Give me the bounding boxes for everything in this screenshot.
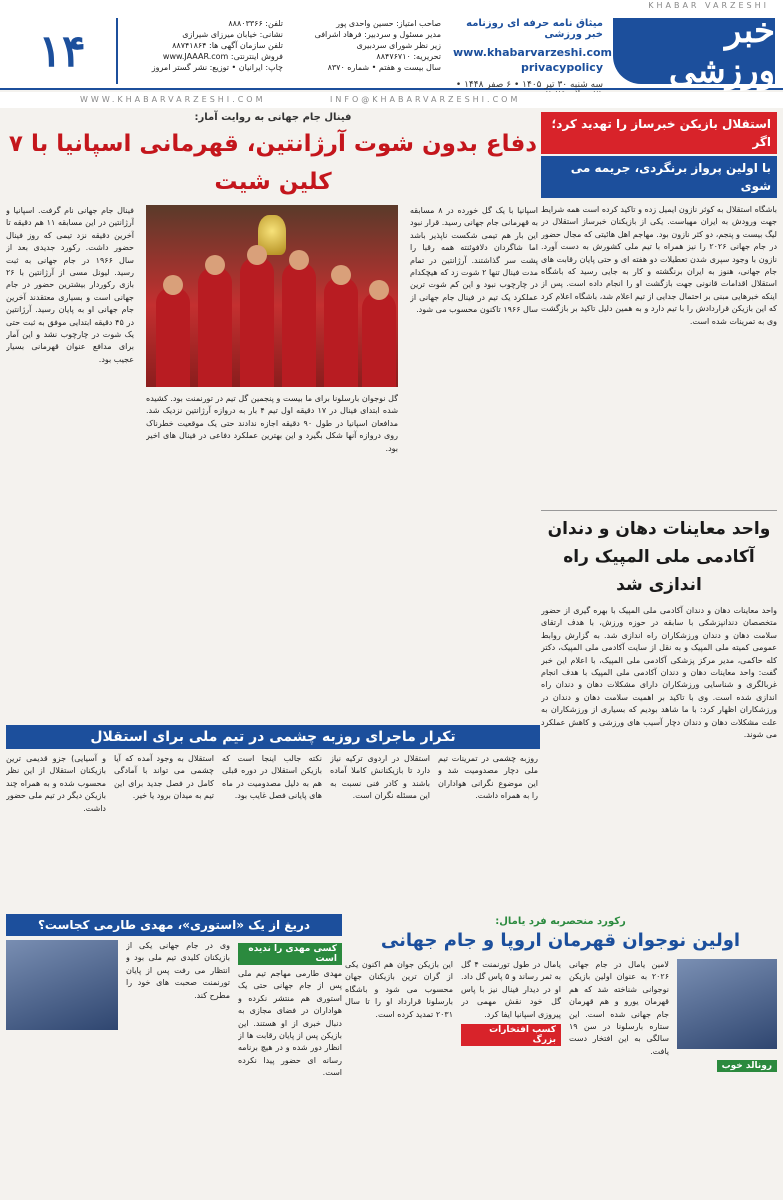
right-column	[541, 112, 777, 905]
email-address[interactable]: INFO@KHABARVARZESHI.COM	[330, 95, 521, 104]
taremi-columns	[6, 940, 342, 1190]
yamal-col-1	[677, 959, 777, 1200]
esteghlal-headline-2[interactable]: با اولین پرواز برنگردی، جریمه می شوی	[541, 156, 777, 198]
top-strip-text: KHABAR VARZESHI	[648, 1, 769, 10]
player-head	[247, 245, 267, 265]
info-line: فروش اینترنتی: www.JAAAR.com	[162, 52, 283, 61]
masthead-slogan	[453, 18, 613, 100]
yamal-col-2: لامین یامال در جام جهانی ۲۰۲۶ به عنوان اولین بازیکن نوجوانی شناخته شد که هم قهرمان یورو و هم قهرمان جام جهانی شده است. این ستاره بارسلونا در سن ۱۹ سالگی به این افتخار دست یافت.	[569, 960, 669, 1056]
taremi-col-1	[238, 940, 342, 1190]
chashmi-col-2: استقلال به وجود آمده که آیا چشمی می تواند با آمادگی کامل در فصل جدید برای این تیم به میدان برود یا خیر.	[114, 754, 214, 801]
yamal-subhead-2: کسب افتخارات بزرگ	[461, 1024, 561, 1046]
player-figure	[198, 267, 232, 387]
main-feature	[6, 112, 540, 760]
policy-link[interactable]: privacypolicy	[520, 61, 603, 74]
dental-headline[interactable]: واحد معاینات دهان و دندان آکادمی ملی المپیک راه اندازی شد	[541, 510, 777, 599]
site-url[interactable]: WWW.KHABARVARZESHI.COM	[80, 95, 266, 104]
taremi-col-3	[6, 940, 118, 1190]
chashmi-col-3: نکته جالب اینجا است که بازیکن استقلال در دوره قبلی هم به دلیل مصدومیت در ماه های پایانی فصل غایب بود.	[222, 754, 322, 801]
feature-columns	[6, 205, 540, 760]
player-figure	[240, 257, 274, 387]
player-figure	[362, 292, 396, 387]
chashmi-col-4: استقلال در اردوی ترکیه نیاز دارد تا بازیکنانش کاملا آماده باشند و کادر فنی نسبت به این مسئله نگران است.	[330, 754, 430, 801]
masthead-info-1	[291, 18, 441, 73]
yamal-columns	[344, 959, 777, 1200]
feature-col-under-photo: گل نوجوان بارسلونا برای ما بیست و پنجمین گل تیم در تورنمنت بود. کشیده شده ابتدای فینال در ۱۷ دقیقه اول تیم ۴ بار به دروازه آرژانتین نزدیک شد. مدافعان اسپانیا در طول ۹۰ دقیقه اجازه ندادند حتی یک موقعیت خطرناک روی دروازه آنها شکل بگیرد و این بهترین عملکرد دفاعی در فینال های اخیر بود.	[146, 394, 398, 453]
yamal-body-2: یامال در طول تورنمنت ۴ گل به ثمر رساند و ۵ پاس گل داد. او در دیدار فینال نیز با پاس گل خود نقش مهمی در پیروزی اسپانیا ایفا کرد.	[461, 960, 561, 1019]
info-line: تلفن سازمان آگهی ها: ۸۸۷۴۱۸۶۴	[172, 41, 283, 50]
info-line: نشانی: خیابان میرزای شیرازی	[182, 30, 283, 39]
issue-number: ۱۴	[8, 18, 118, 84]
feature-col-1: فینال جام جهانی نام گرفت. اسپانیا و آرژانتین در این مسابقه ۱۱ هم دقیقه تا آخرین دقیقه نزد تیمی که روز فینال حضور داشت. رکورد جدیدی بعد از سال ۱۹۶۶ در جام جهانی به ثبت رسید. لیونل مسی از آرژانتین با ۲۶ بازی رکوردار بیشترین حضور در جام جهانی است و بسیاری معتقدند آخرین جام جهانی او به پایان رسید. آرژانتین در ۴۵ دقیقه ابتدایی موفق به ثبت حتی یک شوت در چارچوب نشد و این آمار برای مدافع عنوان قهرمانی بسیار عجیب بود.	[6, 206, 134, 364]
info-line: مدیر مسئول و سردبیر: فرهاد اشرافی	[314, 30, 441, 39]
taremi-body: مهدی طارمی مهاجم تیم ملی پس از جام جهانی حتی یک استوری هم منتشر نکرده و هواداران در فضای مجازی به دنبال خبری از او هستند. این بازیکن پس از پایان رقابت ها از انظار دور شده و در هیچ برنامه رسانه ای حضور پیدا نکرده است.	[238, 969, 342, 1078]
info-line: صاحب امتیاز: حسین واحدی پور	[336, 19, 441, 28]
player-figure	[324, 277, 358, 387]
url-bar	[0, 92, 783, 108]
taremi-photo[interactable]	[6, 940, 118, 1030]
yamal-kicker: رکورد منحصربه فرد یامال:	[495, 916, 626, 927]
yamal-col-4: این بازیکن جوان هم اکنون یکی از گران ترین بازیکنان جهان محسوب می شود و باشگاه بارسلونا قرارداد او را تا سال ۲۰۳۱ تمدید کرده است.	[345, 960, 453, 1019]
taremi-section	[6, 914, 342, 1190]
newspaper-logo[interactable]: خبر ورزشی	[613, 18, 775, 84]
spain-trophy-photo[interactable]	[146, 205, 398, 387]
taremi-subhead: کسی مهدی را ندیده است	[238, 943, 342, 965]
yamal-subhead-1: رونالد خوب	[717, 1060, 777, 1072]
chashmi-columns	[6, 753, 540, 918]
feature-headline[interactable]: دفاع بدون شوت آرژانتین، قهرمانی اسپانیا با ۷ کلین شیت	[8, 131, 538, 195]
chashmi-headline[interactable]: تکرار ماجرای روزبه چشمی در تیم ملی برای استقلال	[6, 725, 540, 749]
issue-date: سه شنبه ۳۰ تیر ۱۴۰۵ • ۶ صفر ۱۴۴۸ •	[455, 80, 603, 90]
info-line: زیر نظر شورای سردبیری	[356, 41, 441, 50]
info-line: چاپ: ایرانیان • توزیع: نشر گستر امروز	[151, 63, 283, 72]
taremi-headline[interactable]: دریغ از یک «استوری»، مهدی طارمی کجاست؟	[6, 914, 342, 936]
info-line: تلفن: ۸۸۸۰۳۳۶۶	[228, 19, 283, 28]
esteghlal-body: باشگاه استقلال به کوثر نازون ایمیل زده و تاکید کرده است همه شرایط جهت ورودش به ایران مهیاست. یکی از بازیکنان خبرساز استقلال در لیگ بیست و پنجم، دو کثر نازون بود. مهاجم اهل هائیتی که مجال حضور در جام جهانی ۲۰۲۶ را نیز همراه با تیم ملی کشورش به دست آورد. نازون با وجود سپری شدن تعطیلات دو هفته ای و حتی پایان رقابت های جام جهانی، هنوز به ایران برنگشته و کار به جایی رسید که باشگاه استقلال اقدامات قانونی جهت بازگشت او را انجام داده است. پس از اینکه خبرهایی مبنی بر احتمال جدایی از تیم اعلام شد، باشگاه اعلام کرد که این بازیکن قراردادش را با تیم دارد و به همین دلیل تاکید بر بازگشت وی به تمرینات شده است.	[541, 205, 777, 326]
player-figure	[282, 262, 316, 387]
feature-col-3: اسپانیا با یک گل خورده در ۸ مسابقه به قهرمانی جام جهانی رسید. قرار نبود این بار هم تیمی شکست ناپذیر باشد اما شاگردان دلافوئنته همه رقبا را پشت سر گذاشتند. آرژانتین در تمام مدت فینال تنها ۲ شوت زد که هیچکدام در چارچوب نبود و این کم شوت ترین عملکرد یک تیم در فینال جام جهانی از سال ۱۹۶۶ تاکنون محسوب می شود.	[410, 206, 538, 315]
player-head	[289, 250, 309, 270]
chashmi-section	[6, 725, 540, 918]
player-figure	[156, 287, 190, 387]
chashmi-col-1: و آسیایی) جزو قدیمی ترین بازیکنان استقلال از این نظر محسوب شده و به همراه چند بازیکن دیگر در تیم ملی حضور داشت.	[6, 754, 106, 813]
chashmi-col-5: روزبه چشمی در تمرینات تیم ملی دچار مصدومیت شد و این موضوع نگرانی هواداران را به همراه داشت.	[438, 754, 538, 801]
masthead	[0, 12, 783, 90]
info-line: تحریریه: ۸۸۴۷۶۷۱۰	[376, 52, 441, 61]
dental-body: واحد معاینات دهان و دندان آکادمی ملی المپیک با بهره گیری از حضور متخصصان دندانپزشکی با سابقه در حوزه ورزش، با هدف ارتقای سلامت دهان و دندان ورزشکاران راه اندازی شد. به گزارش روابط عمومی کمیته ملی المپیک و به نقل از سایت آکادمی ملی المپیک، دکتر کله حاکمی، مدیر مرکز پزشکی آکادمی ملی المپیک، با اعلام این خبر گفت: واحد معاینات دهان و دندان آکادمی ملی المپیک با هدف انجام غربالگری و شناسایی ورزشکاران دارای مشکلات دهان و دندان راه اندازی شده است. وی با تاکید بر اهمیت سلامت دهان و دندان در ورزشکاران اظهار کرد: با ما شاهد بودیم که بسیاری از ورزشکاران به علت مشکلات دهان و دندان دچار آسیب های ورزشی و کاهش عملکرد می شوند.	[541, 606, 777, 740]
player-head	[205, 255, 225, 275]
yamal-photo[interactable]	[677, 959, 777, 1049]
feature-kicker: فینال جام جهانی به روایت آمار:	[194, 112, 352, 123]
site-link[interactable]: www.khabarvarzeshi.com	[453, 46, 613, 59]
yamal-headline[interactable]: اولین نوجوان قهرمان اروپا و جام جهانی	[380, 930, 741, 951]
yamal-col-3	[461, 959, 561, 1200]
player-head	[331, 265, 351, 285]
taremi-col-2: وی در جام جهانی یکی از بازیکنان کلیدی تیم ملی بود و انتظار می رفت پس از پایان تورنمنت صحبت های خود را مطرح کند.	[126, 941, 230, 1000]
player-head	[163, 275, 183, 295]
player-head	[369, 280, 389, 300]
info-line: سال بیست و هفتم • شماره ۸۳۷۰	[327, 63, 441, 72]
yamal-section	[344, 914, 777, 1200]
masthead-info-2	[143, 18, 283, 73]
slogan-text: میثاق نامه حرفه ای روزنامه خبر ورزشی	[466, 18, 603, 40]
esteghlal-headline-1[interactable]: استقلال بازیکن خبرساز را تهدید کرد؛ اگر	[541, 112, 777, 154]
